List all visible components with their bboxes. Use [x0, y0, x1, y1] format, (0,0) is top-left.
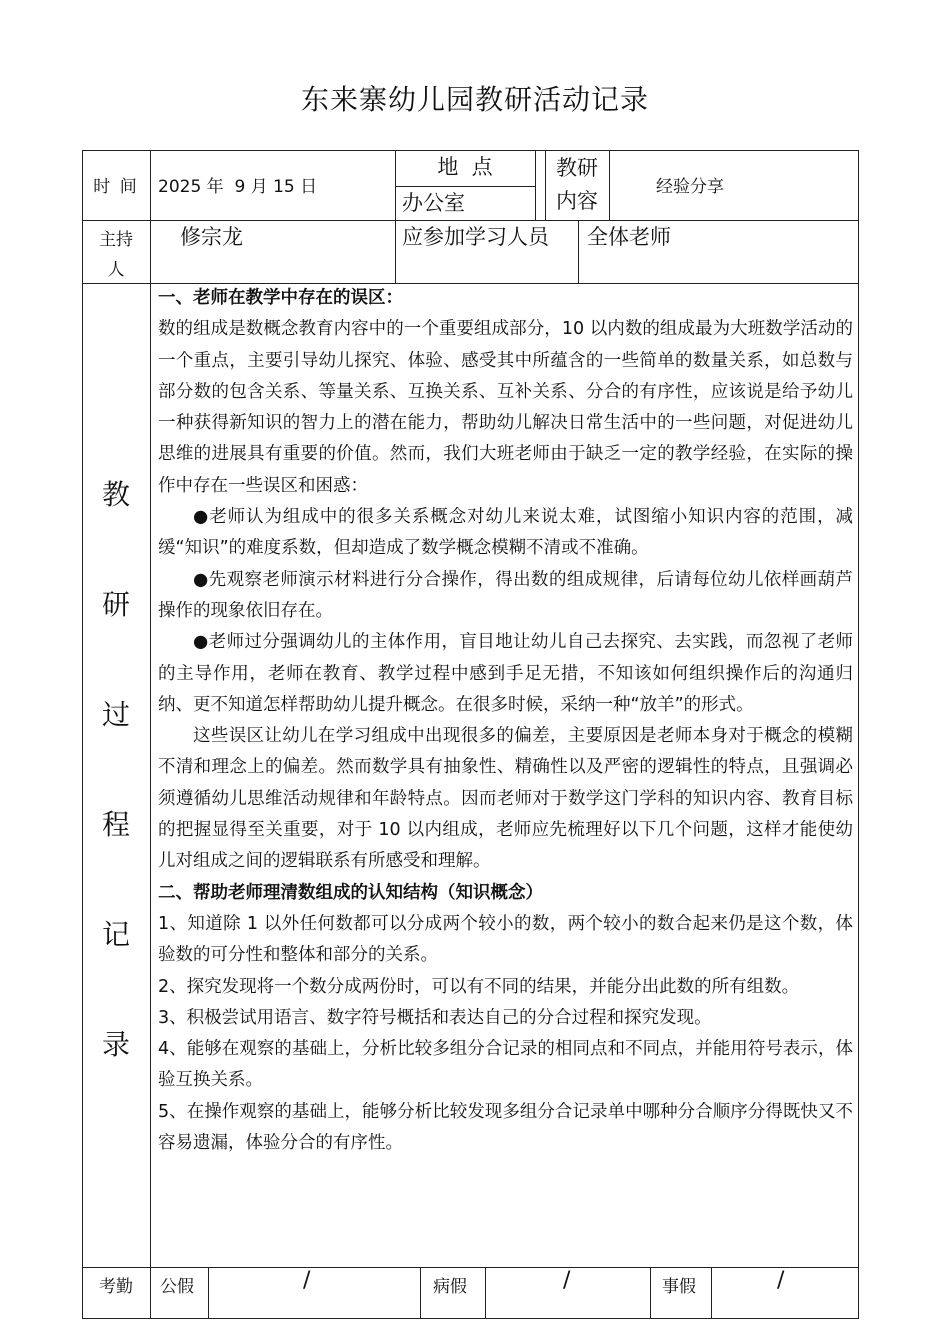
personal-leave-label: 事假: [662, 1277, 696, 1297]
list-item: 2、探究发现将一个数分成两份时，可以有不同的结果，并能分出此数的所有组数。: [158, 976, 800, 997]
content-label-line1: 教研: [556, 156, 598, 180]
list-item: 5、在操作观察的基础上，能够分析比较发现多组分合记录单中哪种分合顺序分得既快又不容易遗漏，体验分合的有序性。: [158, 1101, 853, 1154]
process-record-content: [158, 283, 853, 1159]
process-label-char: 录: [101, 1028, 130, 1061]
official-leave-value: /: [303, 1268, 311, 1293]
official-leave-label: 公假: [160, 1277, 194, 1297]
place-value: 办公室: [402, 191, 465, 215]
host-value: 修宗龙: [180, 225, 243, 249]
document-title: 东来寨幼儿园教研活动记录: [300, 83, 649, 116]
section-heading: 一、老师在教学中存在的误区：: [158, 288, 403, 308]
list-item: 4、能够在观察的基础上，分析比较多组分合记录的相同点和不同点，并能用符号表示，体验互换关系。: [158, 1039, 853, 1091]
list-item: 3、积极尝试用语言、数字符号概括和表达自己的分合过程和探究发现。: [158, 1007, 712, 1028]
host-label-line2: 人: [107, 260, 125, 280]
time-label: 时 间: [93, 177, 139, 197]
bullet-item: ●先观察老师演示材料进行分合操作，得出数的组成规律，后请每位幼儿依样画葫芦操作的现象依旧存在。: [158, 569, 853, 621]
paragraph: 这些误区让幼儿在学习组成中出现很多的偏差，主要原因是老师本身对于概念的模糊不清和理念上的偏差。然而数学具有抽象性、精确性以及严密的逻辑性的特点，且强调必须遵循幼儿思维活动规律和年龄特点。因而老师对于数学这门学科的知识内容、教育目标的把握显得至关重要，对于 10 以内组成，老师应先梳理好以下几个问题，这样才能使幼儿对组成之间的逻辑联系有所感受和理解。: [158, 726, 853, 872]
process-label-char: 程: [101, 808, 130, 841]
process-label-char: 记: [101, 918, 130, 951]
process-label-char: 教: [101, 478, 130, 511]
participants-value: 全体老师: [587, 225, 671, 249]
sick-leave-value: /: [563, 1268, 571, 1293]
sick-leave-label: 病假: [433, 1277, 467, 1297]
bullet-item: ●老师认为组成中的很多关系概念对幼儿来说太难，试图缩小知识内容的范围，减缓“知识”的难度系数，但却造成了数学概念模糊不清或不准确。: [158, 507, 853, 559]
place-label: 地 点: [437, 155, 493, 179]
host-label-line1: 主持: [99, 230, 133, 250]
list-item: 1、知道除 1 以外任何数都可以分成两个较小的数，两个较小的数合起来仍是这个数，体验数的可分性和整体和部分的关系。: [158, 913, 853, 966]
paragraph: 数的组成是数概念教育内容中的一个重要组成部分，10 以内数的组成最为大班数学活动的一个重点，主要引导幼儿探究、体验、感受其中所蕴含的一些简单的数量关系，如总数与部分数的包含关系、等量关系、互换关系、互补关系、分合的有序性，应该说是给予幼儿一种获得新知识的智力上的潜在能力，帮助幼儿解决日常生活中的一些问题，对促进幼儿思维的进展具有重要的价值。然而，我们大班老师由于缺乏一定的教学经验，在实际的操作中存在一些误区和困惑：: [158, 319, 853, 496]
process-label-char: 过: [101, 698, 130, 731]
attendance-label: 考勤: [99, 1277, 133, 1297]
personal-leave-value: /: [777, 1268, 785, 1293]
process-label-char: 研: [101, 588, 130, 621]
content-label-line2: 内容: [556, 189, 598, 213]
section-heading: 二、帮助老师理清数组成的认知结构（知识概念）: [158, 882, 543, 903]
content-value: 经验分享: [656, 177, 724, 197]
participants-label: 应参加学习人员: [402, 225, 549, 249]
bullet-item: ●老师过分强调幼儿的主体作用，盲目地让幼儿自己去探究、去实践，而忽视了老师的主导作用，老师在教育、教学过程中感到手足无措，不知该如何组织操作后的沟通归纳、更不知道怎样帮助幼儿提升概念。在很多时候，采纳一种“放羊”的形式。: [158, 632, 853, 715]
time-value: 2025 年 9 月 15 日: [158, 177, 318, 197]
